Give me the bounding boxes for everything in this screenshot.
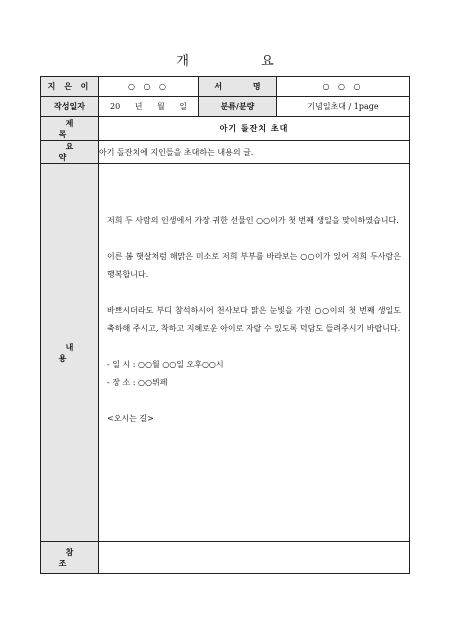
summary-value: 아기 돌잔치에 지인들을 초대하는 내용의 글. xyxy=(99,141,410,164)
category-value: 기념일초대 / 1page xyxy=(277,97,410,117)
category-label: 분류/분량 xyxy=(199,97,277,117)
reference-value xyxy=(99,542,410,574)
content-paragraph: 저희 두 사람의 인생에서 가장 귀한 선물인 ○○이가 첫 번째 생일을 맞이하였습니다. xyxy=(107,216,399,225)
date-row xyxy=(41,97,410,117)
schedule-date: - 일 시 : ○○월 ○○일 오후○○시 xyxy=(107,360,224,369)
subject-value: 아기 돌잔치 초대 xyxy=(99,117,410,141)
author-row xyxy=(41,77,410,97)
signature-label: 서 명 xyxy=(199,77,277,97)
author-label: 지 은 이 xyxy=(41,77,99,97)
subject-row xyxy=(41,117,410,141)
date-label: 작성일자 xyxy=(41,97,99,117)
signature-value: ○ ○ ○ xyxy=(277,77,410,97)
content-label: 내 용 xyxy=(41,164,99,542)
author-value: ○ ○ ○ xyxy=(99,77,199,97)
reference-row xyxy=(41,542,410,574)
summary-row xyxy=(41,141,410,164)
directions-heading: <오시는 길> xyxy=(107,414,154,423)
summary-label: 요 약 xyxy=(41,141,99,164)
document-title: 개 요 xyxy=(176,54,308,69)
content-body xyxy=(99,164,410,542)
schedule-place: - 장 소 : ○○뷔페 xyxy=(107,378,168,387)
subject-label: 제 목 xyxy=(41,117,99,141)
content-row xyxy=(41,164,410,542)
content-paragraph: 바쁘시더라도 부디 참석하시어 천사보다 맑은 눈빛을 가진 ○○이의 첫 번째 생일도 축하해 주시고, 착하고 지혜로운 아이로 자랄 수 있도록 덕담도 들려주시기 바랍니다. xyxy=(107,306,401,333)
content-paragraph: 이른 봄 햇살처럼 해맑은 미소로 저희 부부를 바라보는 ○○이가 있어 저희 두사람은 행복합니다. xyxy=(107,252,401,279)
overview-form xyxy=(40,76,410,574)
date-value: 20 년 월 일 xyxy=(99,97,199,117)
reference-label: 참 조 xyxy=(41,542,99,574)
